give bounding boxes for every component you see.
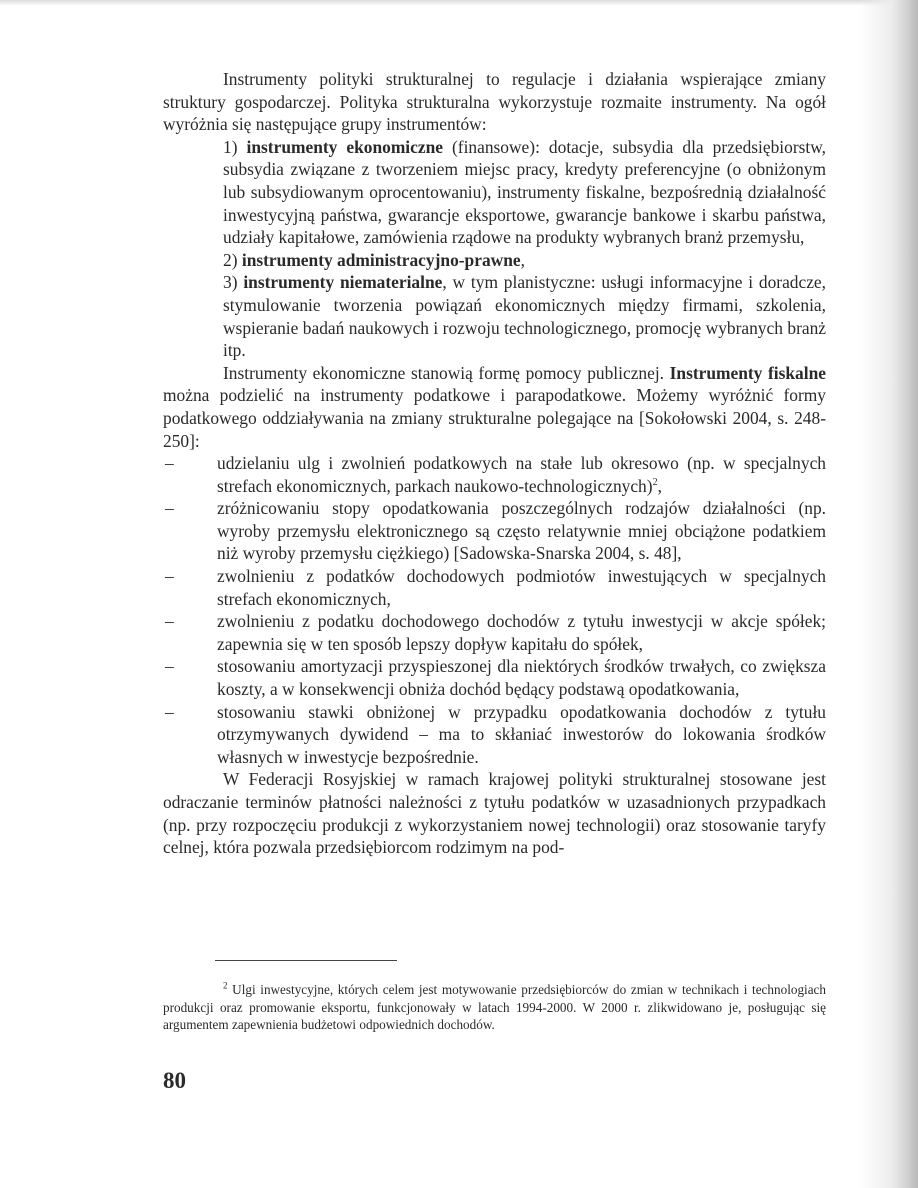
dash-marker: –	[165, 611, 174, 632]
list-item	[163, 497, 826, 565]
item-text: , w tym planistyczne: usługi informacyjne i doradcze, stymulowanie tworzenia powiązań ekonomicznych między firmami, szkolenia, wspieranie badań naukowych i rozwoju technologicznego, promocję wybranych branż itp.	[223, 272, 826, 361]
list-item	[163, 565, 826, 610]
dash-marker: –	[165, 656, 174, 677]
list-item	[163, 610, 826, 655]
list-item-text: stosowaniu amortyzacji przyspieszonej dla niektórych środków trwałych, co zwiększa koszty, a w konsekwencji obniża dochód będący podstawą opodatkowania,	[217, 656, 826, 700]
fiscal-text-after: można podzielić na instrumenty podatkowe i parapodatkowe. Możemy wyróżnić formy podatkowego oddziaływania na zmiany strukturalne polegające na [Sokołowski 2004, s. 248-250]:	[163, 385, 826, 451]
intro-paragraph: Instrumenty polityki strukturalnej to regulacje i działania wspierające zmiany struktury gospodarczej. Polityka strukturalna wykorzystuje rozmaite instrumenty. Na ogół wyróżnia się następujące grupy instrumentów:	[163, 69, 826, 135]
item-term: instrumenty ekonomiczne	[246, 136, 443, 157]
dash-marker: –	[165, 453, 174, 474]
list-item-tail: ,	[657, 475, 662, 496]
item-term: instrumenty administracyjno-prawne	[241, 249, 521, 270]
instrument-item-intangible	[163, 271, 826, 361]
instrument-item-administrative	[163, 249, 826, 272]
item-text: (finansowe): dotacje, subsydia dla przedsiębiorstw, subsydia związane z tworzeniem miejsc pracy, kredyty preferencyjne (o obniżonym lub subsydiowanym oprocentowaniu), instrumenty fiskalne, bezpośrednią działalność inwestycyjną państwa, gwarancje eksportowe, gwarancje bankowe i skarbu państwa, udziały kapitałowe, zamówienia rządowe na produkty wybranych branż przemysłu,	[223, 136, 826, 248]
list-item-text: zróżnicowaniu stopy opodatkowania poszczególnych rodzajów działalności (np. wyroby przemysłu elektronicznego są często relatywnie mniej obciążone podatkiem niż wyroby przemysłu ciężkiego) [Sadowska-Snarska 2004, s. 48],	[217, 498, 826, 564]
footnote	[163, 981, 826, 1034]
dash-marker: –	[165, 498, 174, 519]
page-number: 80	[163, 1068, 186, 1093]
list-item-text: stosowaniu stawki obniżonej w przypadku opodatkowania dochodów z tytułu otrzymywanych dywidend – ma to skłaniać inwestorów do lokowania środków własnych w inwestycje bezpośrednie.	[217, 701, 826, 767]
fiscal-paragraph	[163, 362, 826, 452]
instrument-item-economic	[163, 136, 826, 249]
footnote-marker: 2	[223, 980, 228, 991]
scan-top-shadow	[0, 0, 918, 6]
tax-forms-list	[163, 452, 826, 768]
item-number: 3)	[223, 272, 238, 293]
item-number: 2)	[223, 249, 238, 270]
dash-marker: –	[165, 701, 174, 722]
list-item	[163, 701, 826, 769]
page-body	[163, 68, 826, 859]
footnote-text: Ulgi inwestycyjne, których celem jest motywowanie przedsiębiorców do zmian w technikach i technologiach produkcji oraz promowanie eksportu, funkcjonowały w latach 1994-2000. W 2000 r. zlikwidowano je, posługując się argumentem zapewnienia budżetowi odpowiednich dochodów.	[163, 982, 827, 1033]
dash-marker: –	[165, 566, 174, 587]
russia-paragraph: W Federacji Rosyjskiej w ramach krajowej polityki strukturalnej stosowane jest odraczanie terminów płatności należności z tytułu podatków w uzasadnionych przypadkach (np. przy rozpoczęciu produkcji z wykorzystaniem nowej technologii) oraz stosowanie taryfy celnej, która pozwala przedsiębiorcom rodzimym na pod-	[163, 769, 826, 858]
scan-edge-shadow	[860, 0, 918, 1188]
fiscal-term: Instrumenty fiskalne	[669, 362, 826, 383]
item-term: instrumenty niematerialne	[243, 272, 443, 293]
footnote-divider	[215, 960, 397, 961]
footnote-reference: 2	[652, 476, 658, 488]
list-item	[163, 655, 826, 700]
list-item	[163, 452, 826, 497]
fiscal-text-before: Instrumenty ekonomiczne stanowią formę pomocy publicznej.	[223, 362, 664, 383]
list-item-text: zwolnieniu z podatków dochodowych podmiotów inwestujących w specjalnych strefach ekonomicznych,	[217, 566, 826, 609]
item-number: 1)	[223, 136, 238, 157]
item-text: ,	[520, 249, 525, 270]
list-item-text: zwolnieniu z podatku dochodowego dochodów z tytułu inwestycji w akcje spółek; zapewnia się w ten sposób lepszy dopływ kapitału do spółek,	[217, 611, 826, 654]
list-item-text: udzielaniu ulg i zwolnień podatkowych na stałe lub okresowo (np. w specjalnych strefach ekonomicznych, parkach naukowo-technologicznych)	[217, 453, 826, 496]
